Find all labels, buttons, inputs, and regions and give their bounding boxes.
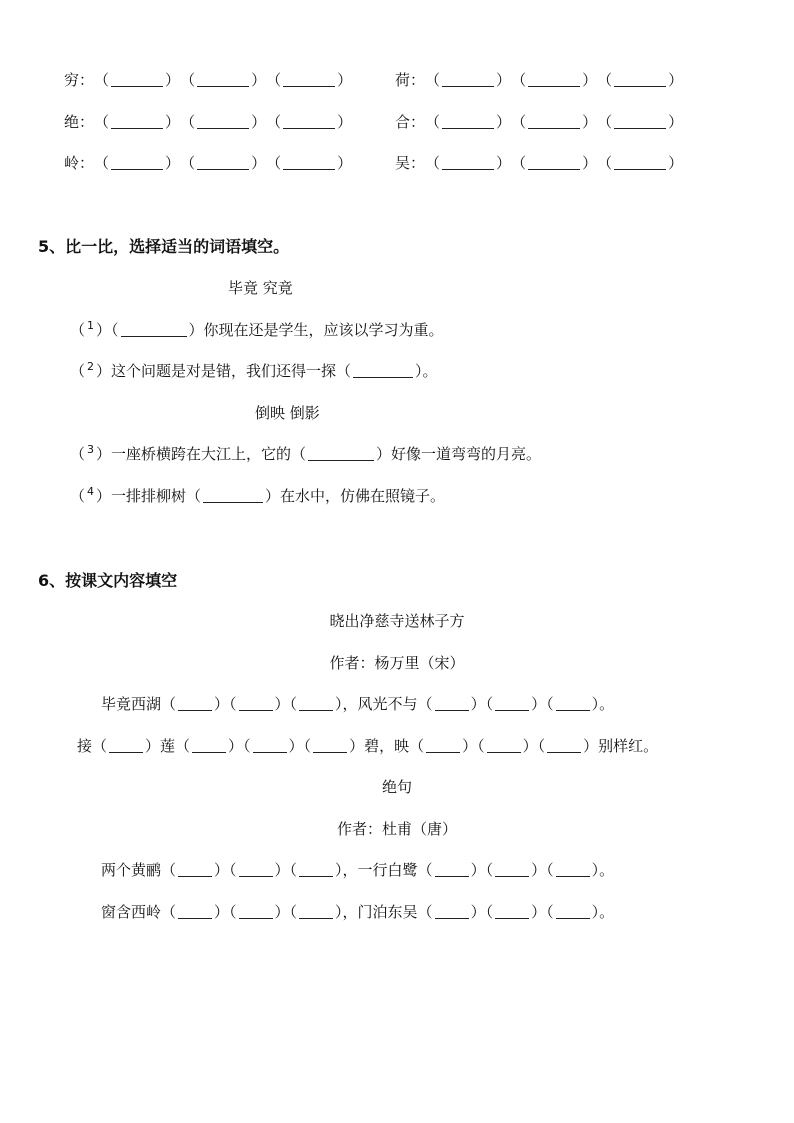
word-pair-2: 倒映 倒影 [255,404,320,422]
answer-blank[interactable] [239,904,273,919]
answer-blank[interactable] [442,72,494,87]
answer-blank[interactable] [556,904,590,919]
paren-open: （ [70,486,86,505]
question-text: ）你现在还是学生，应该以学习为重。 [188,320,444,339]
poem2-line1 [101,857,614,881]
question-1 [70,317,444,341]
colon: ： [79,112,95,131]
poem-text: ），一行白鹭（ [335,860,433,879]
paren-open: （ [94,70,110,89]
answer-blank[interactable] [614,72,666,87]
poem2-title: 绝句 [381,778,412,796]
paren-open: （ [597,153,613,172]
paren-open: （ [94,153,110,172]
paren-sep: ）（ [214,860,237,879]
poem-text: 接（ [77,736,108,755]
poem-text: ）。 [591,860,615,879]
poem1-line1 [101,691,614,715]
poem-text: ）。 [591,902,615,921]
answer-blank[interactable] [299,904,333,919]
paren-close: ） [165,112,181,131]
answer-blank[interactable] [283,155,335,170]
answer-blank[interactable] [121,322,187,337]
paren-close: ） [668,70,684,89]
poem-text: 窗含西岭（ [101,902,177,921]
paren-close: ） [668,112,684,131]
answer-blank[interactable] [556,696,590,711]
paren-close: ） [251,153,267,172]
answer-blank[interactable] [178,696,212,711]
poem-text: ）。 [591,694,615,713]
answer-blank[interactable] [614,155,666,170]
question-text: ）一排排柳树（ [96,486,202,505]
paren-sep: ）（ [531,902,554,921]
answer-blank[interactable] [528,114,580,129]
char-label: 荷 [395,70,411,89]
colon: ： [410,153,426,172]
paren-close: ） [251,70,267,89]
paren-close: ） [251,112,267,131]
paren-close: ） [496,112,512,131]
paren-open: （ [70,361,86,380]
paren-sep: ）（ [470,694,494,713]
paren-sep: ）（ [274,694,298,713]
poem-text: 两个黄鹂（ [101,860,177,879]
poem1-title: 晓出净慈寺送林子方 [329,612,465,630]
paren-sep: ）（ [228,736,251,755]
paren-sep: ）（ [470,860,494,879]
paren-close: ） [496,153,512,172]
char-row-right-2 [395,109,683,133]
paren-open: （ [266,153,282,172]
paren-open: （ [180,153,196,172]
answer-blank[interactable] [197,72,249,87]
answer-blank[interactable] [442,114,494,129]
answer-blank[interactable] [495,696,529,711]
paren-open: （ [425,153,441,172]
paren-sep: ）（ [522,736,546,755]
paren-close: ） [337,70,353,89]
paren-close: ） [582,112,598,131]
question-number: 4 [87,484,95,498]
poem-text: ）碧，映（ [349,736,425,755]
paren-open: （ [266,112,282,131]
poem1-line2 [77,733,658,757]
question-2 [70,358,438,382]
answer-blank[interactable] [299,696,333,711]
answer-blank[interactable] [495,904,529,919]
answer-blank[interactable] [178,904,212,919]
paren-close: ） [337,112,353,131]
paren-open: （ [511,70,527,89]
poem1-author: 作者：杨万里（宋） [329,654,465,672]
paren-close: ） [165,153,181,172]
poem2-author: 作者：杜甫（唐） [336,820,457,838]
poem-text: 毕竟西湖（ [101,694,177,713]
poem-text: ），风光不与（ [335,694,433,713]
paren-sep: ）（ [274,902,298,921]
section5-title: 5、比一比，选择适当的词语填空。 [38,237,290,256]
answer-blank[interactable] [435,904,469,919]
question-3 [70,441,541,465]
paren-sep: ）（ [531,860,554,879]
paren-open: （ [425,70,441,89]
paren-close: ） [496,70,512,89]
paren-open: （ [94,112,110,131]
word-pair-1: 毕竟 究竟 [228,279,293,297]
answer-blank[interactable] [109,738,143,753]
paren-close: ） [582,153,598,172]
answer-blank[interactable] [495,862,529,877]
answer-blank[interactable] [528,72,580,87]
char-label: 穷 [64,70,80,89]
answer-blank[interactable] [283,114,335,129]
paren-open: （ [180,112,196,131]
question-4 [70,483,445,507]
answer-blank[interactable] [111,72,163,87]
char-label: 吴 [395,153,411,172]
poem2-line2 [101,899,614,923]
paren-open: （ [597,112,613,131]
colon: ： [410,112,426,131]
answer-blank[interactable] [197,155,249,170]
answer-blank[interactable] [299,862,333,877]
question-text: ）。 [415,361,438,380]
char-row-left-1 [64,67,352,91]
answer-blank[interactable] [353,363,413,378]
paren-open: （ [266,70,282,89]
answer-blank[interactable] [111,114,163,129]
answer-blank[interactable] [239,862,273,877]
paren-close: ） [337,153,353,172]
paren-open: （ [425,112,441,131]
char-label: 岭 [64,153,80,172]
answer-blank[interactable] [253,738,287,753]
paren-sep: ）（ [462,736,485,755]
paren-open: （ [180,70,196,89]
paren-sep: ）（ [274,860,298,879]
paren-sep: ）（ [214,694,237,713]
answer-blank[interactable] [435,862,469,877]
answer-blank[interactable] [487,738,521,753]
section6-title: 6、按课文内容填空 [38,571,178,590]
question-number: 2 [87,359,95,373]
paren-sep: ）（ [214,902,237,921]
answer-blank[interactable] [203,488,263,503]
answer-blank[interactable] [308,446,374,461]
paren-open: （ [597,70,613,89]
char-row-left-2 [64,109,352,133]
answer-blank[interactable] [283,72,335,87]
answer-blank[interactable] [239,696,273,711]
char-row-right-1 [395,67,683,91]
paren-sep: ）（ [470,902,494,921]
answer-blank[interactable] [435,696,469,711]
paren-close: ） [668,153,684,172]
answer-blank[interactable] [192,738,226,753]
paren-close: ） [582,70,598,89]
answer-blank[interactable] [614,114,666,129]
paren-open: （ [70,444,86,463]
question-text: ）这个问题是对是错，我们还得一探（ [96,361,352,380]
answer-blank[interactable] [313,738,347,753]
answer-blank[interactable] [111,155,163,170]
char-label: 绝 [64,112,80,131]
question-text: ）一座桥横跨在大江上，它的（ [96,444,307,463]
char-label: 合 [395,112,411,131]
poem-text: ）莲（ [145,736,191,755]
question-text: ）好像一道弯弯的月亮。 [376,444,542,463]
paren-open: （ [511,112,527,131]
poem-text: ）别样红。 [583,736,659,755]
poem-text: ），门泊东吴（ [335,902,433,921]
paren-sep: ）（ [288,736,312,755]
paren-sep: ）（ [531,694,554,713]
char-row-left-3 [64,150,352,174]
answer-blank[interactable] [547,738,581,753]
answer-blank[interactable] [197,114,249,129]
question-text: ）在水中，仿佛在照镜子。 [265,486,446,505]
question-text: ）（ [96,320,119,339]
question-number: 1 [87,318,95,332]
answer-blank[interactable] [528,155,580,170]
colon: ： [79,153,95,172]
answer-blank[interactable] [556,862,590,877]
paren-open: （ [511,153,527,172]
char-row-right-3 [395,150,683,174]
answer-blank[interactable] [426,738,460,753]
colon: ： [79,70,95,89]
colon: ： [410,70,426,89]
paren-close: ） [165,70,181,89]
question-number: 3 [87,442,95,456]
paren-open: （ [70,320,86,339]
answer-blank[interactable] [178,862,212,877]
answer-blank[interactable] [442,155,494,170]
